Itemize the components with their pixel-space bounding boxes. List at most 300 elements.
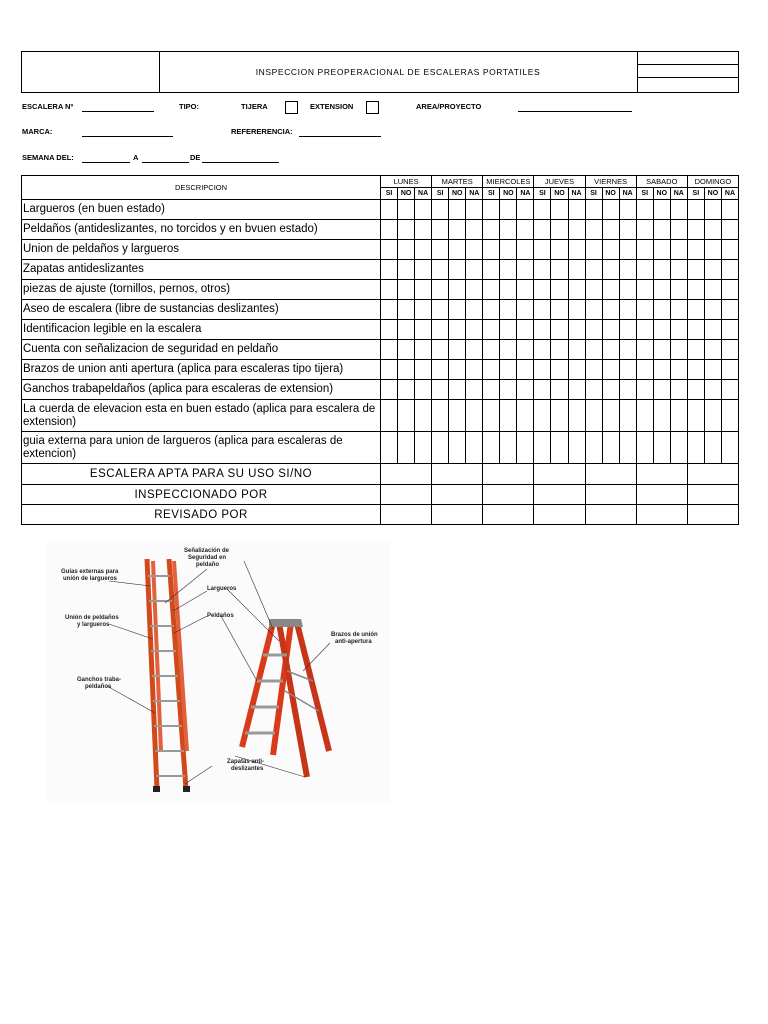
check-cell[interactable] <box>381 400 398 432</box>
check-cell[interactable] <box>432 300 449 320</box>
check-cell[interactable] <box>415 340 432 360</box>
footer-day-cell[interactable] <box>432 464 483 485</box>
check-cell[interactable] <box>704 200 721 220</box>
footer-day-cell[interactable] <box>483 505 534 525</box>
check-cell[interactable] <box>415 380 432 400</box>
check-cell[interactable] <box>704 380 721 400</box>
check-cell[interactable] <box>585 380 602 400</box>
check-cell[interactable] <box>415 360 432 380</box>
check-cell[interactable] <box>534 432 551 464</box>
check-cell[interactable] <box>721 200 738 220</box>
check-cell[interactable] <box>670 240 687 260</box>
check-cell[interactable] <box>619 240 636 260</box>
check-cell[interactable] <box>721 260 738 280</box>
check-cell[interactable] <box>670 432 687 464</box>
check-cell[interactable] <box>602 200 619 220</box>
check-cell[interactable] <box>636 220 653 240</box>
check-cell[interactable] <box>432 200 449 220</box>
check-cell[interactable] <box>398 400 415 432</box>
check-cell[interactable] <box>466 240 483 260</box>
check-cell[interactable] <box>551 200 568 220</box>
check-cell[interactable] <box>704 260 721 280</box>
check-cell[interactable] <box>687 320 704 340</box>
check-cell[interactable] <box>534 380 551 400</box>
check-cell[interactable] <box>568 260 585 280</box>
check-cell[interactable] <box>483 200 500 220</box>
check-cell[interactable] <box>517 280 534 300</box>
check-cell[interactable] <box>534 280 551 300</box>
check-cell[interactable] <box>721 300 738 320</box>
check-cell[interactable] <box>500 220 517 240</box>
check-cell[interactable] <box>551 300 568 320</box>
check-cell[interactable] <box>449 200 466 220</box>
check-cell[interactable] <box>449 220 466 240</box>
check-cell[interactable] <box>432 340 449 360</box>
check-cell[interactable] <box>449 320 466 340</box>
check-cell[interactable] <box>449 432 466 464</box>
tijera-checkbox[interactable] <box>285 101 298 114</box>
check-cell[interactable] <box>704 300 721 320</box>
check-cell[interactable] <box>551 320 568 340</box>
check-cell[interactable] <box>483 220 500 240</box>
check-cell[interactable] <box>534 240 551 260</box>
check-cell[interactable] <box>517 240 534 260</box>
check-cell[interactable] <box>551 260 568 280</box>
check-cell[interactable] <box>619 200 636 220</box>
check-cell[interactable] <box>534 260 551 280</box>
footer-day-cell[interactable] <box>687 505 738 525</box>
footer-day-cell[interactable] <box>687 464 738 485</box>
check-cell[interactable] <box>381 220 398 240</box>
check-cell[interactable] <box>602 300 619 320</box>
check-cell[interactable] <box>432 360 449 380</box>
check-cell[interactable] <box>500 200 517 220</box>
check-cell[interactable] <box>449 400 466 432</box>
check-cell[interactable] <box>619 432 636 464</box>
check-cell[interactable] <box>568 280 585 300</box>
check-cell[interactable] <box>636 280 653 300</box>
check-cell[interactable] <box>585 240 602 260</box>
check-cell[interactable] <box>517 220 534 240</box>
check-cell[interactable] <box>551 380 568 400</box>
footer-day-cell[interactable] <box>381 464 432 485</box>
footer-day-cell[interactable] <box>585 464 636 485</box>
check-cell[interactable] <box>432 260 449 280</box>
check-cell[interactable] <box>653 340 670 360</box>
check-cell[interactable] <box>653 360 670 380</box>
check-cell[interactable] <box>619 340 636 360</box>
semana-start-field[interactable] <box>82 154 130 163</box>
check-cell[interactable] <box>398 280 415 300</box>
extension-checkbox[interactable] <box>366 101 379 114</box>
check-cell[interactable] <box>602 432 619 464</box>
check-cell[interactable] <box>398 300 415 320</box>
item-description: Cuenta con señalizacion de seguridad en peldaño <box>22 340 381 360</box>
check-cell[interactable] <box>704 240 721 260</box>
check-cell[interactable] <box>517 360 534 380</box>
check-cell[interactable] <box>585 260 602 280</box>
label-senalizacion-2: Seguridad en <box>188 555 227 561</box>
check-cell[interactable] <box>534 300 551 320</box>
check-cell[interactable] <box>704 220 721 240</box>
check-cell[interactable] <box>704 360 721 380</box>
check-cell[interactable] <box>483 280 500 300</box>
check-cell[interactable] <box>381 200 398 220</box>
check-cell[interactable] <box>466 380 483 400</box>
check-cell[interactable] <box>687 200 704 220</box>
check-cell[interactable] <box>415 200 432 220</box>
check-cell[interactable] <box>585 300 602 320</box>
check-cell[interactable] <box>687 360 704 380</box>
footer-day-cell[interactable] <box>534 464 585 485</box>
check-cell[interactable] <box>517 300 534 320</box>
footer-day-cell[interactable] <box>483 485 534 505</box>
check-cell[interactable] <box>653 240 670 260</box>
check-cell[interactable] <box>636 300 653 320</box>
check-cell[interactable] <box>619 280 636 300</box>
check-cell[interactable] <box>381 380 398 400</box>
check-cell[interactable] <box>568 432 585 464</box>
check-cell[interactable] <box>466 260 483 280</box>
check-cell[interactable] <box>517 380 534 400</box>
check-cell[interactable] <box>398 432 415 464</box>
check-cell[interactable] <box>721 432 738 464</box>
check-cell[interactable] <box>398 380 415 400</box>
check-cell[interactable] <box>585 432 602 464</box>
check-cell[interactable] <box>517 340 534 360</box>
check-cell[interactable] <box>381 432 398 464</box>
check-cell[interactable] <box>721 380 738 400</box>
footer-row <box>22 485 739 505</box>
check-cell[interactable] <box>670 200 687 220</box>
check-cell[interactable] <box>721 400 738 432</box>
check-cell[interactable] <box>500 260 517 280</box>
check-cell[interactable] <box>585 200 602 220</box>
check-cell[interactable] <box>619 300 636 320</box>
check-cell[interactable] <box>653 220 670 240</box>
subcol-header: NA <box>670 188 687 200</box>
check-cell[interactable] <box>432 380 449 400</box>
check-cell[interactable] <box>568 400 585 432</box>
check-cell[interactable] <box>381 240 398 260</box>
check-cell[interactable] <box>534 320 551 340</box>
footer-day-cell[interactable] <box>636 464 687 485</box>
footer-day-cell[interactable] <box>585 485 636 505</box>
check-cell[interactable] <box>704 432 721 464</box>
check-cell[interactable] <box>466 220 483 240</box>
check-cell[interactable] <box>568 300 585 320</box>
footer-day-cell[interactable] <box>534 505 585 525</box>
check-cell[interactable] <box>449 300 466 320</box>
check-cell[interactable] <box>415 240 432 260</box>
check-cell[interactable] <box>721 220 738 240</box>
footer-day-cell[interactable] <box>636 505 687 525</box>
check-cell[interactable] <box>704 320 721 340</box>
check-cell[interactable] <box>687 260 704 280</box>
check-cell[interactable] <box>432 240 449 260</box>
check-cell[interactable] <box>534 360 551 380</box>
check-cell[interactable] <box>517 200 534 220</box>
check-cell[interactable] <box>551 280 568 300</box>
check-cell[interactable] <box>483 320 500 340</box>
check-cell[interactable] <box>483 260 500 280</box>
check-cell[interactable] <box>653 200 670 220</box>
check-cell[interactable] <box>687 240 704 260</box>
check-cell[interactable] <box>500 320 517 340</box>
check-cell[interactable] <box>687 400 704 432</box>
check-cell[interactable] <box>449 280 466 300</box>
check-cell[interactable] <box>415 220 432 240</box>
check-cell[interactable] <box>585 220 602 240</box>
check-cell[interactable] <box>398 340 415 360</box>
tijera-label: TIJERA <box>241 102 268 111</box>
referencia-label: REFERERENCIA: <box>231 127 293 136</box>
footer-day-cell[interactable] <box>381 485 432 505</box>
check-cell[interactable] <box>602 380 619 400</box>
check-cell[interactable] <box>636 340 653 360</box>
check-cell[interactable] <box>602 400 619 432</box>
check-cell[interactable] <box>432 220 449 240</box>
check-cell[interactable] <box>449 240 466 260</box>
check-cell[interactable] <box>602 320 619 340</box>
check-cell[interactable] <box>466 320 483 340</box>
check-cell[interactable] <box>415 280 432 300</box>
check-cell[interactable] <box>568 220 585 240</box>
check-cell[interactable] <box>636 320 653 340</box>
check-cell[interactable] <box>449 380 466 400</box>
check-cell[interactable] <box>483 380 500 400</box>
header-code-cell[interactable] <box>638 65 739 78</box>
check-cell[interactable] <box>483 360 500 380</box>
check-cell[interactable] <box>687 340 704 360</box>
check-cell[interactable] <box>551 240 568 260</box>
check-cell[interactable] <box>551 220 568 240</box>
check-cell[interactable] <box>568 240 585 260</box>
check-cell[interactable] <box>398 200 415 220</box>
check-cell[interactable] <box>381 260 398 280</box>
check-cell[interactable] <box>381 340 398 360</box>
check-cell[interactable] <box>653 260 670 280</box>
footer-day-cell[interactable] <box>585 505 636 525</box>
check-cell[interactable] <box>500 280 517 300</box>
check-cell[interactable] <box>449 340 466 360</box>
check-cell[interactable] <box>500 432 517 464</box>
check-cell[interactable] <box>687 300 704 320</box>
footer-day-cell[interactable] <box>483 464 534 485</box>
check-cell[interactable] <box>670 300 687 320</box>
check-cell[interactable] <box>585 340 602 360</box>
check-cell[interactable] <box>483 340 500 360</box>
check-cell[interactable] <box>670 220 687 240</box>
check-cell[interactable] <box>500 340 517 360</box>
label-guias-1: Guías externas para <box>61 569 119 575</box>
label-peldanos: Peldaños <box>207 613 234 619</box>
check-cell[interactable] <box>415 432 432 464</box>
check-cell[interactable] <box>466 432 483 464</box>
item-description: piezas de ajuste (tornillos, pernos, otros) <box>22 280 381 300</box>
check-cell[interactable] <box>398 220 415 240</box>
check-cell[interactable] <box>483 432 500 464</box>
check-cell[interactable] <box>704 280 721 300</box>
check-cell[interactable] <box>653 380 670 400</box>
check-cell[interactable] <box>687 280 704 300</box>
check-cell[interactable] <box>602 240 619 260</box>
check-cell[interactable] <box>568 360 585 380</box>
area-field[interactable] <box>518 103 632 112</box>
check-cell[interactable] <box>534 200 551 220</box>
header-code-cell[interactable] <box>638 52 739 65</box>
check-cell[interactable] <box>670 380 687 400</box>
check-cell[interactable] <box>670 280 687 300</box>
check-cell[interactable] <box>568 320 585 340</box>
check-cell[interactable] <box>551 340 568 360</box>
check-cell[interactable] <box>721 240 738 260</box>
check-cell[interactable] <box>483 400 500 432</box>
check-cell[interactable] <box>585 360 602 380</box>
check-cell[interactable] <box>432 400 449 432</box>
check-cell[interactable] <box>551 400 568 432</box>
check-cell[interactable] <box>636 380 653 400</box>
check-cell[interactable] <box>704 400 721 432</box>
semana-end-field[interactable] <box>142 154 189 163</box>
check-cell[interactable] <box>602 360 619 380</box>
check-cell[interactable] <box>619 400 636 432</box>
semana-year-field[interactable] <box>202 154 279 163</box>
check-cell[interactable] <box>466 300 483 320</box>
check-cell[interactable] <box>449 360 466 380</box>
check-cell[interactable] <box>483 240 500 260</box>
a-label: A <box>133 153 139 162</box>
check-cell[interactable] <box>619 260 636 280</box>
subcol-header: NO <box>602 188 619 200</box>
check-cell[interactable] <box>721 340 738 360</box>
check-cell[interactable] <box>398 360 415 380</box>
check-cell[interactable] <box>687 220 704 240</box>
check-cell[interactable] <box>534 220 551 240</box>
check-cell[interactable] <box>585 320 602 340</box>
check-cell[interactable] <box>653 432 670 464</box>
check-cell[interactable] <box>670 340 687 360</box>
check-cell[interactable] <box>670 260 687 280</box>
check-cell[interactable] <box>704 340 721 360</box>
footer-day-cell[interactable] <box>432 485 483 505</box>
check-cell[interactable] <box>415 260 432 280</box>
check-cell[interactable] <box>653 280 670 300</box>
check-cell[interactable] <box>500 380 517 400</box>
check-cell[interactable] <box>483 300 500 320</box>
check-cell[interactable] <box>653 320 670 340</box>
check-cell[interactable] <box>585 280 602 300</box>
check-cell[interactable] <box>568 200 585 220</box>
check-cell[interactable] <box>500 240 517 260</box>
check-cell[interactable] <box>381 280 398 300</box>
subcol-header: NA <box>721 188 738 200</box>
subcol-header: NA <box>517 188 534 200</box>
check-cell[interactable] <box>653 400 670 432</box>
check-cell[interactable] <box>636 400 653 432</box>
footer-day-cell[interactable] <box>687 485 738 505</box>
check-cell[interactable] <box>517 400 534 432</box>
footer-day-cell[interactable] <box>534 485 585 505</box>
check-cell[interactable] <box>432 432 449 464</box>
check-cell[interactable] <box>432 320 449 340</box>
check-cell[interactable] <box>670 360 687 380</box>
check-cell[interactable] <box>619 380 636 400</box>
check-cell[interactable] <box>415 300 432 320</box>
check-cell[interactable] <box>636 240 653 260</box>
check-cell[interactable] <box>381 320 398 340</box>
check-cell[interactable] <box>517 320 534 340</box>
check-cell[interactable] <box>585 400 602 432</box>
check-cell[interactable] <box>619 360 636 380</box>
check-cell[interactable] <box>398 260 415 280</box>
check-cell[interactable] <box>721 360 738 380</box>
check-cell[interactable] <box>670 320 687 340</box>
check-cell[interactable] <box>466 360 483 380</box>
check-cell[interactable] <box>602 220 619 240</box>
check-cell[interactable] <box>551 432 568 464</box>
check-cell[interactable] <box>636 360 653 380</box>
check-cell[interactable] <box>636 432 653 464</box>
check-cell[interactable] <box>721 320 738 340</box>
check-cell[interactable] <box>636 260 653 280</box>
check-cell[interactable] <box>551 360 568 380</box>
check-cell[interactable] <box>602 340 619 360</box>
extension-label: EXTENSION <box>310 102 354 111</box>
check-cell[interactable] <box>415 320 432 340</box>
label-union-1: Unión de peldaños <box>65 615 119 621</box>
escalera-number-field[interactable] <box>82 103 154 112</box>
check-cell[interactable] <box>500 400 517 432</box>
check-cell[interactable] <box>517 260 534 280</box>
footer-day-cell[interactable] <box>381 505 432 525</box>
check-cell[interactable] <box>619 220 636 240</box>
check-cell[interactable] <box>534 400 551 432</box>
check-cell[interactable] <box>466 400 483 432</box>
check-cell[interactable] <box>449 260 466 280</box>
check-cell[interactable] <box>670 400 687 432</box>
header-code-cell[interactable] <box>638 78 739 91</box>
check-cell[interactable] <box>415 400 432 432</box>
check-cell[interactable] <box>381 300 398 320</box>
check-cell[interactable] <box>517 432 534 464</box>
check-cell[interactable] <box>500 360 517 380</box>
footer-day-cell[interactable] <box>636 485 687 505</box>
check-cell[interactable] <box>466 200 483 220</box>
check-cell[interactable] <box>653 300 670 320</box>
check-cell[interactable] <box>602 260 619 280</box>
check-cell[interactable] <box>381 360 398 380</box>
footer-day-cell[interactable] <box>432 505 483 525</box>
check-cell[interactable] <box>568 340 585 360</box>
check-cell[interactable] <box>721 280 738 300</box>
check-cell[interactable] <box>568 380 585 400</box>
check-cell[interactable] <box>432 280 449 300</box>
check-cell[interactable] <box>687 380 704 400</box>
marca-field[interactable] <box>82 128 173 137</box>
referencia-field[interactable] <box>299 128 381 137</box>
check-cell[interactable] <box>466 340 483 360</box>
check-cell[interactable] <box>619 320 636 340</box>
check-cell[interactable] <box>398 320 415 340</box>
check-cell[interactable] <box>636 200 653 220</box>
check-cell[interactable] <box>534 340 551 360</box>
check-cell[interactable] <box>466 280 483 300</box>
check-cell[interactable] <box>687 432 704 464</box>
check-cell[interactable] <box>398 240 415 260</box>
check-cell[interactable] <box>602 280 619 300</box>
check-cell[interactable] <box>500 300 517 320</box>
